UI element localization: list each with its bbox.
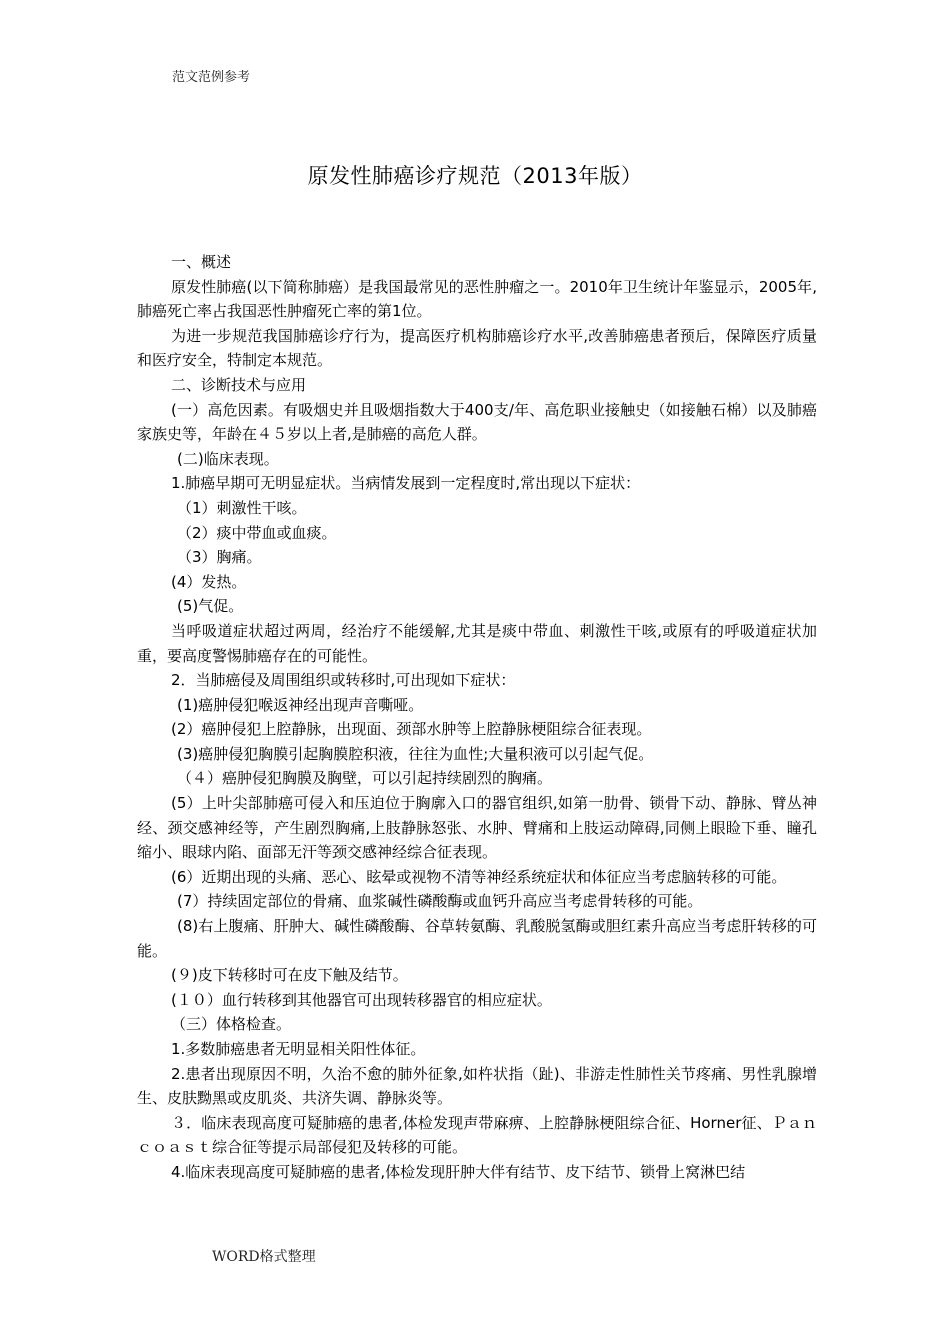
- paragraph: 4.临床表现高度可疑肺癌的患者,体检发现肝肿大伴有结节、皮下结节、锁骨上窝淋巴结: [171, 1162, 746, 1181]
- paragraph: 当呼吸道症状超过两周，经治疗不能缓解,尤其是痰中带血、刺激性干咳,或原有的呼吸道症状加重，要高度警惕肺癌存在的可能性。: [137, 621, 817, 665]
- paragraph: 一、概述: [171, 253, 232, 271]
- paragraph: （４）癌肿侵犯胸膜及胸壁，可以引起持续剧烈的胸痛。: [177, 769, 553, 788]
- paragraph: 2．当肺癌侵及周围组织或转移时,可出现如下症状：: [171, 671, 516, 690]
- paragraph: （1）刺激性干咳。: [177, 498, 307, 517]
- paragraph: 原发性肺癌(以下简称肺癌）是我国最常见的恶性肿瘤之一。2010年卫生统计年鉴显示，2005年,肺癌死亡率占我国恶性肿瘤死亡率的第1位。: [137, 277, 817, 321]
- paragraph: （三）体格检查。: [171, 1015, 292, 1034]
- document-title: 原发性肺癌诊疗规范（2013年版）: [307, 164, 643, 188]
- paragraph: ３．临床表现高度可疑肺癌的患者,体检发现声带麻痹、上腔静脉梗阻综合征、Horner征、Ｐａｎｃｏａｓｔ综合征等提示局部侵犯及转移的可能。: [137, 1113, 817, 1157]
- document-body: [137, 250, 817, 1185]
- paragraph: 为进一步规范我国肺癌诊疗行为，提高医疗机构肺癌诊疗水平,改善肺癌患者预后，保障医疗质量和医疗安全，特制定本规范。: [137, 326, 817, 370]
- paragraph: (９)皮下转移时可在皮下触及结节。: [171, 966, 408, 985]
- paragraph: (1)癌肿侵犯喉返神经出现声音嘶哑。: [177, 695, 424, 714]
- paragraph: 1.肺癌早期可无明显症状。当病情发展到一定程度时,常出现以下症状：: [171, 474, 641, 493]
- paragraph: 1.多数肺癌患者无明显相关阳性体征。: [171, 1040, 426, 1058]
- page-footer-note: WORD格式整理: [212, 1249, 316, 1265]
- paragraph: 二、诊断技术与应用: [171, 375, 307, 394]
- paragraph: (5)气促。: [177, 597, 244, 616]
- paragraph: (一）高危因素。有吸烟史并且吸烟指数大于400支/年、高危职业接触史（如接触石棉）以及肺癌家族史等，年龄在４５岁以上者,是肺癌的高危人群。: [137, 400, 817, 444]
- paragraph: 2.患者出现原因不明，久治不愈的肺外征象,如杵状指（趾)、非游走性肺性关节疼痛、男性乳腺增生、皮肤黝黑或皮肌炎、共济失调、静脉炎等。: [137, 1064, 817, 1108]
- paragraph: (5）上叶尖部肺癌可侵入和压迫位于胸廓入口的器官组织,如第一肋骨、锁骨下动、静脉、臂丛神经、颈交感神经等，产生剧烈胸痛,上肢静脉怒张、水肿、臂痛和上肢运动障碍,同侧上眼睑下垂、瞳孔缩小、眼球内陷、面部无汗等颈交感神经综合征表现。: [137, 794, 817, 862]
- paragraph: (4）发热。: [171, 572, 247, 591]
- paragraph: (7）持续固定部位的骨痛、血浆碱性磷酸酶或血钙升高应当考虑骨转移的可能。: [177, 892, 703, 911]
- paragraph: (3)癌肿侵犯胸膜引起胸膜腔积液，往往为血性;大量积液可以引起气促。: [177, 744, 654, 763]
- paragraph: (8)右上腹痛、肝肿大、碱性磷酸酶、谷草转氨酶、乳酸脱氢酶或胆红素升高应当考虑肝转移的可能。: [137, 917, 817, 960]
- paragraph: （3）胸痛。: [177, 548, 262, 567]
- paragraph: (二)临床表现。: [177, 449, 279, 468]
- paragraph: (6）近期出现的头痛、恶心、眩晕或视物不清等神经系统症状和体征应当考虑脑转移的可能。: [171, 867, 787, 886]
- paragraph: (2）癌肿侵犯上腔静脉，出现面、颈部水肿等上腔静脉梗阻综合征表现。: [171, 720, 652, 739]
- paragraph: （2）痰中带血或血痰。: [177, 523, 337, 542]
- paragraph: (１０）血行转移到其他器官可出现转移器官的相应症状。: [171, 990, 552, 1009]
- page-header-note: 范文范例参考: [172, 70, 251, 85]
